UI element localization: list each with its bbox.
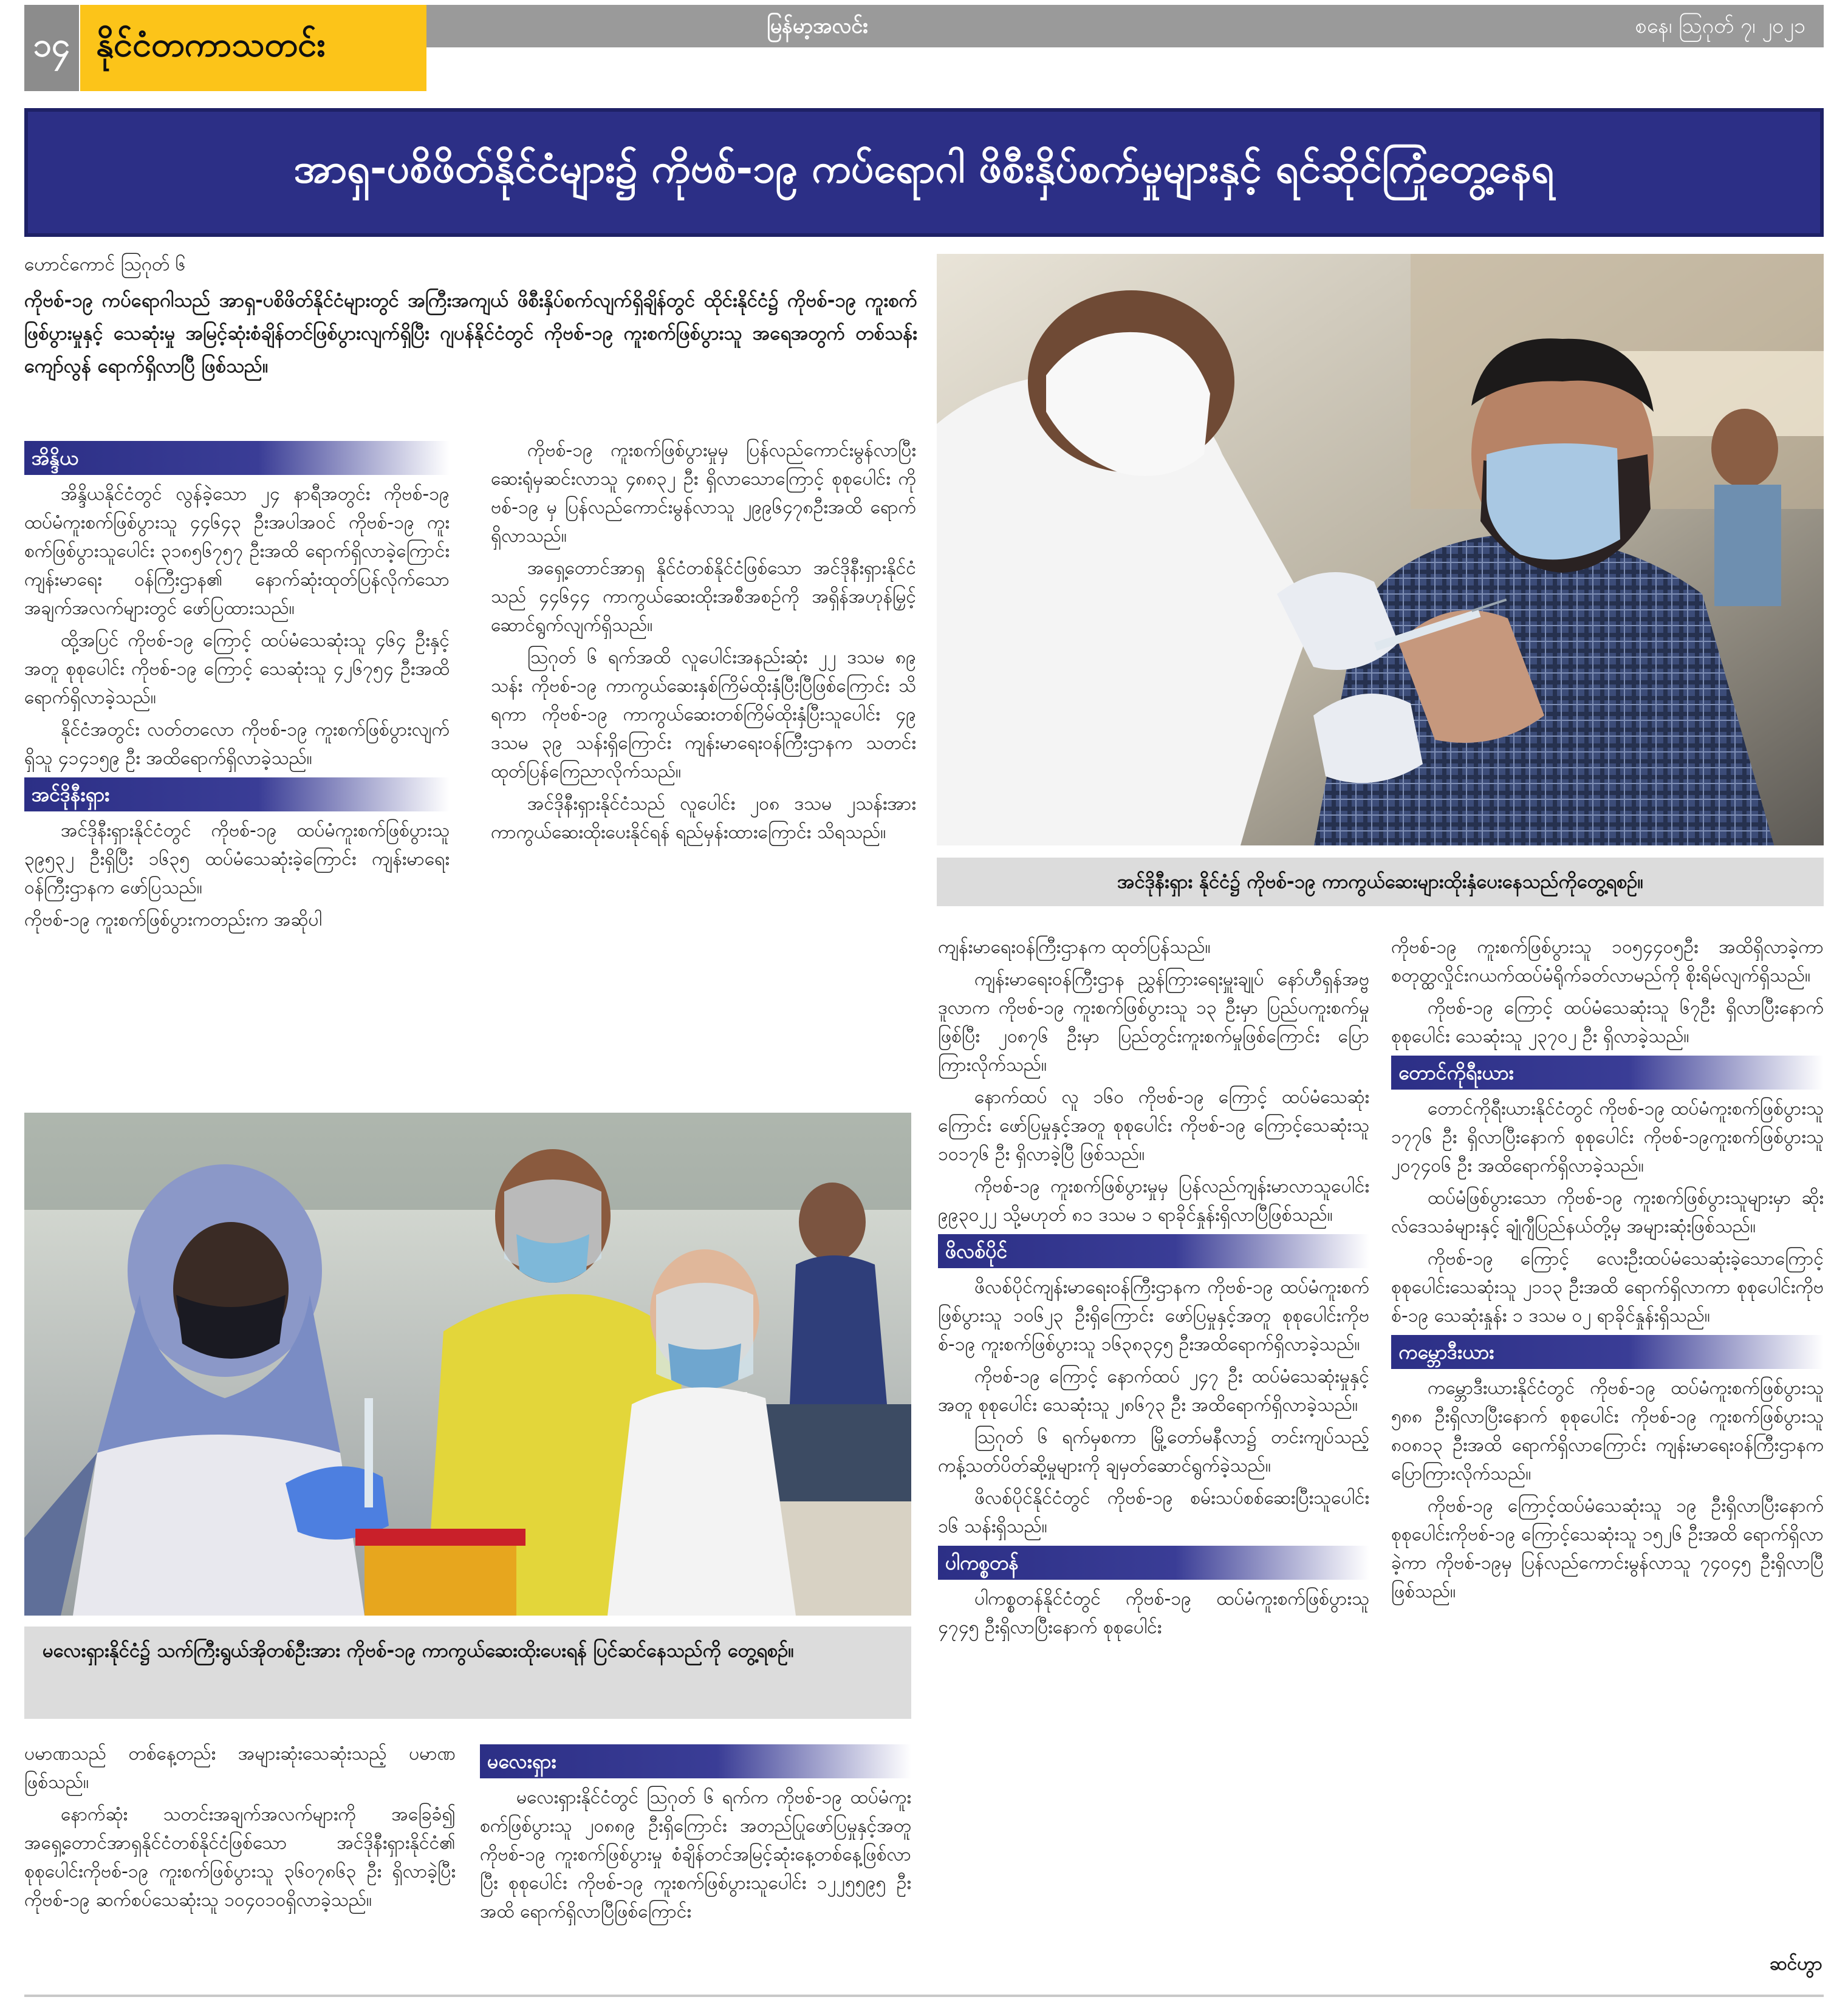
- article-paragraph: အင်ဒိုနီးရှားနိုင်ငံသည် လူပေါင်း ၂၀၈ ဒသမ ၂သန်းအား ကာကွယ်ဆေးထိုးပေးနိုင်ရန် ရည်မှန်းထားကြောင်း သိရသည်။: [491, 793, 916, 843]
- article-paragraph: ကျန်းမာရေးဝန်ကြီးဌာန ညွှန်ကြားရေးမှူးချုပ် နော်ဟီရှန်အဗ္ဗဒူလာက ကိုဗစ်-၁၉ ကူးစက်ဖြစ်ပွားသူ ၁၃ ဦးမှာ ပြည်ပကူးစက်မှုဖြစ်ပြီး ၂၀၈၇၆ ဦးမှာ ပြည်တွင်းကူးစက်မှုဖြစ်ကြောင်း ပြောကြားလိုက်သည်။: [938, 969, 1369, 1076]
- article-paragraph: ကိုဗစ်-၁၉ ကူးစက်ဖြစ်ပွားမှုမှ ပြန်လည်ကျန်းမာလာသူပေါင်း ၉၉၃၀၂၂ သို့မဟုတ် ၈၁ ဒသမ ၁ ရာခိုင်နှုန်းရှိလာပြီဖြစ်သည်။: [938, 1176, 1369, 1226]
- news-agency-signature: ဆင်ဟွာ: [1769, 1953, 1822, 1975]
- article-paragraph: ဩဂုတ် ၆ ရက်မှစကာ မြို့တော်မနီလာ၌ တင်းကျပ်သည့် ကန့်သတ်ပိတ်ဆို့မှုများကို ချမှတ်ဆောင်ရွက်ခဲ့သည်။: [938, 1427, 1369, 1476]
- country-subheading: ဖိလစ်ပိုင်: [938, 1234, 1369, 1268]
- article-headline: အာရှ-ပစိဖိတ်နိုင်ငံများ၌ ကိုဗစ်-၁၉ ကပ်ရောဂါ ဖိစီးနှိပ်စက်မှုများနှင့် ရင်ဆိုင်ကြုံတွေ့နေရ: [24, 108, 1824, 237]
- country-subheading: ကမ္ဘောဒီးယား: [1391, 1335, 1824, 1369]
- vaccination-photo-indonesia: [937, 254, 1824, 845]
- photo-caption-indonesia: အင်ဒိုနီးရှား နိုင်ငံ၌ ကိုဗစ်-၁၉ ကာကွယ်ဆေးများထိုးနှံပေးနေသည်ကိုတွေ့ရစဉ်။: [937, 858, 1824, 906]
- article-paragraph: ကျန်းမာရေးဝန်ကြီးဌာနက ထုတ်ပြန်သည်။: [938, 937, 1211, 958]
- malaysia-illustration: [24, 1113, 911, 1616]
- article-paragraph: နိုင်ငံအတွင်း လတ်တလော ကိုဗစ်-၁၉ ကူးစက်ဖြစ်ပွားလျက်ရှိသူ ၄၁၄၁၅၉ ဦး အထိရောက်ရှိလာခဲ့သည်။: [24, 719, 450, 769]
- country-subheading: အင်ဒိုနီးရှား: [24, 777, 450, 811]
- vaccination-illustration: [937, 254, 1824, 845]
- country-subheading: တောင်ကိုရီးယား: [1391, 1056, 1824, 1090]
- article-paragraph: ထပ်မံဖြစ်ပွားသော ကိုဗစ်-၁၉ ကူးစက်ဖြစ်ပွားသူများမှာ ဆိုးလ်ဒေသခံများနှင့် ချုံဂျီပြည်နယ်တို့မှ အများဆုံးဖြစ်သည်။: [1391, 1187, 1824, 1237]
- article-paragraph: ကိုဗစ်-၁၉ ကူးစက်ဖြစ်ပွားသူ ၁၀၅၄၄၀၅ဦး အထိရှိလာခဲ့ကာ စတုတ္ထလှိုင်းဂယက်ထပ်မံရိုက်ခတ်လာမည်ကို စိုးရိမ်လျက်ရှိသည်။: [1391, 937, 1824, 986]
- dateline: ဟောင်ကောင် ဩဂုတ် ၆: [24, 254, 186, 275]
- article-paragraph: နောက်ဆုံး သတင်းအချက်အလက်များကို အခြေခံ၍ အရှေ့တောင်အာရှနိုင်ငံတစ်နိုင်ငံဖြစ်သော အင်ဒိုနီးရှားနိုင်ငံ၏ စုစုပေါင်းကိုဗစ်-၁၉ ကူးစက်ဖြစ်ပွားသူ ၃၆၀၇၈၆၃ ဦး ရှိလာခဲ့ပြီး ကိုဗစ်-၁၉ ဆက်စပ်သေဆုံးသူ ၁၀၄၀၁၀ရှိလာခဲ့သည်။: [24, 1804, 456, 1911]
- column-indonesia-vaccination: [491, 436, 916, 850]
- article-paragraph: ဩဂုတ် ၆ ရက်အထိ လူပေါင်းအနည်းဆုံး ၂၂ ဒသမ ၈၉ သန်း ကိုဗစ်-၁၉ ကာကွယ်ဆေးနှစ်ကြိမ်ထိုးနှံပြီးပြီဖြစ်ကြောင်း သိရကာ ကိုဗစ်-၁၉ ကာကွယ်ဆေးတစ်ကြိမ်ထိုးနှံပြီးသူပေါင်း ၄၉ ဒသမ ၃၉ သန်းရှိကြောင်း ကျန်းမာရေးဝန်ကြီးဌာနက သတင်းထုတ်ပြန်ကြေညာလိုက်သည်။: [491, 647, 916, 782]
- article-paragraph: ကိုဗစ်-၁၉ ကြောင့် ထပ်မံသေဆုံးသူ ၆၇ဦး ရှိလာပြီးနောက် စုစုပေါင်း သေဆုံးသူ ၂၃၇၀၂ ဦး ရှိလာခဲ့သည်။: [1391, 997, 1824, 1047]
- article-paragraph: ဖိလစ်ပိုင်နိုင်ငံတွင် ကိုဗစ်-၁၉ စမ်းသပ်စစ်ဆေးပြီးသူပေါင်း ၁၆ သန်းရှိသည်။: [938, 1487, 1369, 1537]
- country-subheading: အိန္ဒိယ: [24, 441, 450, 475]
- article-paragraph: ကိုဗစ်-၁၉ ကြောင့် လေးဦးထပ်မံသေဆုံးခဲ့သောကြောင့် စုစုပေါင်းသေဆုံးသူ ၂၁၁၃ ဦးအထိ ရောက်ရှိလာကာ စုစုပေါင်းကိုဗစ်-၁၉ သေဆုံးနှုန်း ၁ ဒသမ ၀၂ ရာခိုင်နှုန်းရှိသည်။: [1391, 1248, 1824, 1326]
- vaccination-photo-malaysia: [24, 1113, 911, 1616]
- article-paragraph: အင်ဒိုနီးရှားနိုင်ငံတွင် ကိုဗစ်-၁၉ ထပ်မံကူးစက်ဖြစ်ပွားသူ ၃၉၅၃၂ ဦးရှိပြီး ၁၆၃၅ ထပ်မံသေဆုံးခဲ့ကြောင်း ကျန်းမာရေးဝန်ကြီးဌာနက ဖော်ပြသည်။: [24, 820, 450, 898]
- column-korea-cambodia: [1391, 933, 1824, 1609]
- column-malaysia: [480, 1739, 911, 1930]
- article-paragraph: မလေးရှားနိုင်ငံတွင် ဩဂုတ် ၆ ရက်က ကိုဗစ်-၁၉ ထပ်မံကူးစက်ဖြစ်ပွားသူ ၂၀၈၈၉ ဦးရှိကြောင်း အတည်ပြုဖော်ပြမှုနှင့်အတူ ကိုဗစ်-၁၉ ကူးစက်ဖြစ်ပွားမှု စံချိန်တင်အမြင့်ဆုံးနေ့တစ်နေ့ဖြစ်လာပြီး စုစုပေါင်း ကိုဗစ်-၁၉ ကူးစက်ဖြစ်ပွားသူပေါင်း ၁၂၂၅၅၉၅ ဦးအထိ ရောက်ရှိလာပြီဖြစ်ကြောင်း: [480, 1787, 911, 1922]
- page-number: ၁၄: [24, 5, 79, 91]
- lede-paragraph: ကိုဗစ်-၁၉ ကပ်ရောဂါသည် အာရှ-ပစိဖိတ်နိုင်ငံများတွင် အကြီးအကျယ် ဖိစီးနှိပ်စက်လျက်ရှိချိန်တွင် ထိုင်းနိုင်ငံ၌ ကိုဗစ်-၁၉ ကူးစက်ဖြစ်ပွားမှုနှင့် သေဆုံးမှု အမြင့်ဆုံးစံချိန်တင်ဖြစ်ပွားလျက်ရှိပြီး ဂျပန်နိုင်ငံတွင် ကိုဗစ်-၁၉ ကူးစက်ဖြစ်ပွားသူ အရေအတွက် တစ်သန်းကျော်လွန် ရောက်ရှိလာပြီ ဖြစ်သည်။: [24, 290, 917, 377]
- bottom-rule: [24, 1995, 1824, 1997]
- column-malaysia-philippines: [938, 933, 1369, 1645]
- article-paragraph: ကိုဗစ်-၁၉ ကူးစက်ဖြစ်ပွားမှုမှ ပြန်လည်ကောင်းမွန်လာပြီး ဆေးရုံမှဆင်းလာသူ ၄၈၈၃၂ ဦး ရှိလာသောကြောင့် စုစုပေါင်း ကိုဗစ်-၁၉ မှ ပြန်လည်ကောင်းမွန်လာသူ ၂၉၉၆၄၇၈ဦးအထိ ရောက်ရှိလာသည်။: [491, 440, 916, 547]
- column-indonesia-continued: [24, 1739, 456, 1918]
- column-india-indonesia: [24, 436, 450, 938]
- article-paragraph: အိန္ဒိယနိုင်ငံတွင် လွန်ခဲ့သော ၂၄ နာရီအတွင်း ကိုဗစ်-၁၉ ထပ်မံကူးစက်ဖြစ်ပွားသူ ၄၄၆၄၃ ဦးအပါအဝင် ကိုဗစ်-၁၉ ကူးစက်ဖြစ်ပွားသူပေါင်း ၃၁၈၅၆၇၅၇ ဦးအထိ ရောက်ရှိလာခဲ့ကြောင်း ကျန်းမာရေး ဝန်ကြီးဌာန၏ နောက်ဆုံးထုတ်ပြန်လိုက်သော အချက်အလက်များတွင် ဖော်ပြထားသည်။: [24, 483, 450, 619]
- article-paragraph: ကိုဗစ်-၁၉ ကူးစက်ဖြစ်ပွားကတည်းက အဆိုပါ: [24, 909, 322, 930]
- newspaper-name: မြန်မာ့အလင်း: [767, 14, 868, 38]
- country-subheading: မလေးရှား: [480, 1744, 911, 1778]
- article-paragraph: အရှေ့တောင်အာရှ နိုင်ငံတစ်နိုင်ငံဖြစ်သော အင်ဒိုနီးရှားနိုင်ငံသည် ၄၄၆၄၄ ကာကွယ်ဆေးထိုးအစီအစဉ်ကို အရှိန်အဟုန်မြှင့်ဆောင်ရွက်လျက်ရှိသည်။: [491, 558, 916, 636]
- article-paragraph: နောက်ထပ် လူ ၁၆၀ ကိုဗစ်-၁၉ ကြောင့် ထပ်မံသေဆုံးကြောင်း ဖော်ပြမှုနှင့်အတူ စုစုပေါင်း ကိုဗစ်-၁၉ ကြောင့်သေဆုံးသူ ၁၀၁၇၆ ဦး ရှိလာခဲ့ပြီ ဖြစ်သည်။: [938, 1087, 1369, 1165]
- top-bar: [426, 5, 1824, 47]
- section-title: နိုင်ငံတကာသတင်း: [80, 5, 426, 91]
- article-paragraph: ပါကစ္စတန်နိုင်ငံတွင် ကိုဗစ်-၁၉ ထပ်မံကူးစက်ဖြစ်ပွားသူ ၄၇၄၅ ဦးရှိလာပြီးနောက် စုစုပေါင်း: [938, 1588, 1369, 1638]
- article-paragraph: ထို့အပြင် ကိုဗစ်-၁၉ ကြောင့် ထပ်မံသေဆုံးသူ ၄၆၄ ဦးနှင့်အတူ စုစုပေါင်း ကိုဗစ်-၁၉ ကြောင့် သေဆုံးသူ ၄၂၆၇၅၄ ဦးအထိရောက်ရှိလာခဲ့သည်။: [24, 630, 450, 708]
- photo-caption-malaysia: မလေးရှားနိုင်ငံ၌ သက်ကြီးရွယ်အိုတစ်ဦးအား ကိုဗစ်-၁၉ ကာကွယ်ဆေးထိုးပေးရန် ပြင်ဆင်နေသည်ကို တွေ့ရစဉ်။: [24, 1627, 911, 1719]
- country-subheading: ပါကစ္စတန်: [938, 1546, 1369, 1580]
- article-paragraph: ဖိလစ်ပိုင်ကျန်းမာရေးဝန်ကြီးဌာနက ကိုဗစ်-၁၉ ထပ်မံကူးစက်ဖြစ်ပွားသူ ၁၀၆၂၃ ဦးရှိကြောင်း ဖော်ပြမှုနှင့်အတူ စုစုပေါင်းကိုဗစ်-၁၉ ကူးစက်ဖြစ်ပွားသူ ၁၆၃၈၃၄၅ ဦးအထိရောက်ရှိလာခဲ့သည်။: [938, 1277, 1369, 1355]
- article-paragraph: ကမ္ဘောဒီးယားနိုင်ငံတွင် ကိုဗစ်-၁၉ ထပ်မံကူးစက်ဖြစ်ပွားသူ ၅၈၈ ဦးရှိလာပြီးနောက် စုစုပေါင်း ကိုဗစ်-၁၉ ကူးစက်ဖြစ်ပွားသူ ၈၀၈၁၃ ဦးအထိ ရောက်ရှိလာကြောင်း ကျန်းမာရေးဝန်ကြီးဌာနက ပြောကြားလိုက်သည်။: [1391, 1377, 1824, 1484]
- article-paragraph: ပမာဏသည် တစ်နေ့တည်း အများဆုံးသေဆုံးသည့် ပမာဏဖြစ်သည်။: [24, 1743, 456, 1793]
- issue-date: စနေ၊ ဩဂုတ် ၇၊ ၂၀၂၁: [1635, 14, 1805, 38]
- article-paragraph: ကိုဗစ်-၁၉ ကြောင့် နောက်ထပ် ၂၄၇ ဦး ထပ်မံသေဆုံးမှုနှင့်အတူ စုစုပေါင်း သေဆုံးသူ ၂၈၆၇၃ ဦး အထိရောက်ရှိလာခဲ့သည်။: [938, 1366, 1369, 1416]
- article-paragraph: ကိုဗစ်-၁၉ ကြောင့်ထပ်မံသေဆုံးသူ ၁၉ ဦးရှိလာပြီးနောက် စုစုပေါင်းကိုဗစ်-၁၉ ကြောင့်သေဆုံးသူ ၁၅၂၆ ဦးအထိ ရောက်ရှိလာခဲ့ကာ ကိုဗစ်-၁၉မှ ပြန်လည်ကောင်းမွန်လာသူ ၇၄၀၄၅ ဦးရှိလာပြီ ဖြစ်သည်။: [1391, 1495, 1824, 1602]
- article-paragraph: တောင်ကိုရီးယားနိုင်ငံတွင် ကိုဗစ်-၁၉ ထပ်မံကူးစက်ဖြစ်ပွားသူ ၁၇၇၆ ဦး ရှိလာပြီးနောက် စုစုပေါင်း ကိုဗစ်-၁၉ကူးစက်ဖြစ်ပွားသူ ၂၀၇၄၀၆ ဦး အထိရောက်ရှိလာခဲ့သည်။: [1391, 1098, 1824, 1176]
